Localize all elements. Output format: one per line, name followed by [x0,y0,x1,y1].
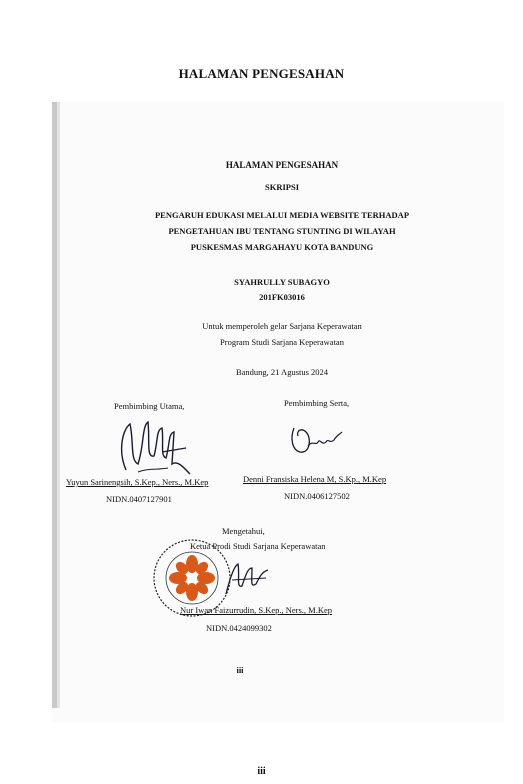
thesis-title-line-3: PUSKESMAS MARGAHAYU KOTA BANDUNG [190,242,374,252]
supervisor2-name: Denni Fransiska Helena M, S.Kp., M.Kep [243,474,387,484]
approval-role: Ketua Prodi Studi Sarjana Keperawatan [190,541,326,551]
thesis-title-line-1: PENGARUH EDUKASI MELALUI MEDIA WEBSITE TERHADAP [154,210,410,220]
thesis-title-line-2: PENGETAHUAN IBU TENTANG STUNTING DI WILAYAH [168,226,396,236]
purpose-line-1: Untuk memperoleh gelar Sarjana Keperawatan [202,321,362,331]
inner-page-number: iii [236,665,244,675]
page-title: HALAMAN PENGESAHAN [178,66,345,81]
author-name: SYAHRULLY SUBAGYO [234,277,330,287]
approval-nidn: NIDN.0424099302 [206,623,272,633]
supervisor1-nidn: NIDN.0407127901 [106,494,172,504]
approval-signature [222,558,274,602]
approval-label: Mengetahui, [222,526,265,536]
author-id: 201FK03016 [259,292,305,302]
scan-heading: HALAMAN PENGESAHAN [225,160,339,170]
supervisor1-signature [108,412,198,484]
supervisor2-signature [286,420,348,460]
page-number: iii [257,766,266,777]
place-date: Bandung, 21 Agustus 2024 [235,367,329,377]
scan-edge-highlight [57,102,60,708]
supervisor2-nidn: NIDN.0406127502 [284,491,350,501]
doc-type: SKRIPSI [264,182,299,192]
purpose-line-2: Program Studi Sarjana Keperawatan [220,337,344,347]
supervisor1-name: Yuyun Sarinengsih, S.Kep., Ners., M.Kep [66,477,209,487]
supervisor2-role: Pembimbing Serta, [284,398,350,408]
approval-name: Nur Iwan Faizurrudin, S.Kep., Ners., M.Kep [180,605,333,615]
supervisor1-role: Pembimbing Utama, [114,401,185,411]
